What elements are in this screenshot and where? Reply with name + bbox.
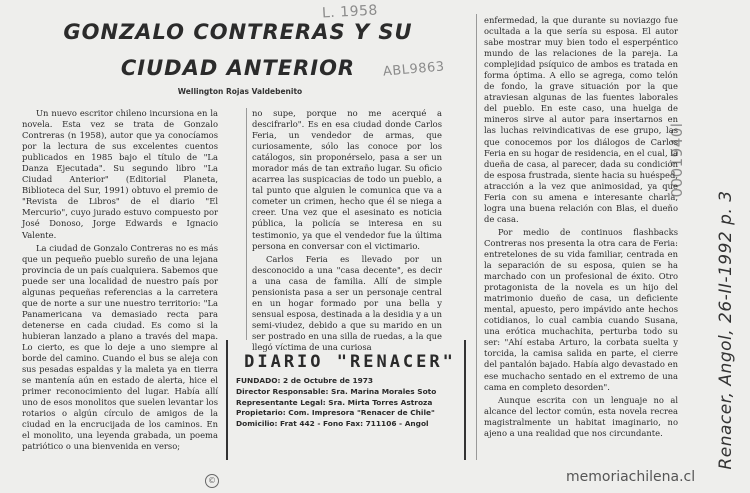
masthead-address: Domicilio: Frat 442 - Fono Fax: 711106 - Angol bbox=[236, 419, 429, 429]
article-column-1 bbox=[22, 108, 218, 468]
byline: Wellington Rojas Valdebenito bbox=[177, 87, 303, 96]
masthead-director: Director Responsable: Sra. Marina Morales Soto bbox=[236, 386, 437, 396]
article-column-3 bbox=[484, 15, 678, 485]
handwritten-date-note: Renacer, Angol, 26-II-1992 p. 3 bbox=[716, 190, 736, 470]
paragraph: no supe, porque no me acerqué a descifrarlo". Es en esa ciudad donde Carlos Feria, un vendedor de armas, que curiosamente, sólo las conoce por los catálogos, sin proponérselo, pasa a ser un morador más de tan extraño lugar. Su oficio acarrea las suspicacias de todo un pueblo, a tal punto que alguien le comunica que va a cometer un crimen, hecho que él se niega a creer. Una vez que el asesinato es noticia pública, la policía se interesa en su testimonio, ya que el vendedor fue la última persona en conversar con el victimario. bbox=[252, 108, 442, 251]
article-column-2 bbox=[252, 108, 442, 352]
headline-line-1: GONZALO CONTRERAS Y SU bbox=[63, 20, 413, 44]
masthead-details bbox=[236, 376, 464, 430]
masthead-title: DIARIO "RENACER" bbox=[244, 352, 456, 372]
masthead-owner: Propietario: Com. Impresora "Renacer de Chile" bbox=[236, 408, 435, 418]
handwritten-year-note: L. 1958 bbox=[321, 2, 379, 22]
paragraph: Por medio de continuos flashbacks Contreras nos presenta la otra cara de Feria: entretelones de su vida familiar, centrada en la separación de su esposa, quien se ha marchado con un profesional de éxito. Otro protagonista de la novela es un hijo del matrimonio dueño de casa, un deficiente mental, apuesto, pero impávido ante hechos cotidianos, lo cual cambia cuando Susana, una erótica muchachita, perturba todo su ser: "Ahí estaba Arturo, la corbata suelta y torcida, la camisa salida en parte, el cierre del pantalón bajado. Había algo devastado en ese muchacho sentado en el extremo de una cama en completo desorden". bbox=[484, 226, 678, 392]
paragraph: La ciudad de Gonzalo Contreras no es más que un pequeño pueblo sureño de una lejana provincia de un país cualquiera. Sabemos que puede ser una localidad de nuestro país por algunas pequeñas referencias a la carretera que de norte a sur une nuestro territorio: "La Panamericana va demasiado recta para detenerse en cada ciudad. Es como si la hubieran lanzado a plano a través del mapa. Lo cierto, es que lo deje a uno siempre al borde del camino. Cuando el bus se aleja con sus pesadas espaldas y la maleta ya en tierra se mantenía aún en estado de alerta, hice el primer reconocimiento del lugar. Había allí uno de esos monolitos que suelen levantar los rotarios o algún círculo de amigos de la ciudad en la encrucijada de los caminos. En el monolito, una leyenda grabada, un poema patriótico o una bienvenida en verso; bbox=[22, 242, 218, 452]
column-divider bbox=[476, 14, 477, 460]
paragraph: enfermedad, la que durante su noviazgo fue ocultada a la que sería su esposa. El autor sabe mostrar muy bien todo el esperpéntico mundo de las relaciones de la pareja. La complejidad psíquico de ambos es tratada en forma óptima. A ello se agrega, como telón de fondo, la grave situación por la que atraviesan algunas de las fuentes laborales del pueblo. En este caso, una huelga de mineros sirve al autor para insertarnos en las luchas reivindicativas de ese grupo, las que conocemos por los diálogos de Carlos Feria en su hogar de residencia, en el cual, la dueña de casa, al parecer, dada su condición de esposa frustrada, siente hacia su huésped, atracción a la vez que animosidad, ya que Feria con su amena e interesante charla, logra una buena relación con Blas, el dueño de casa. bbox=[484, 15, 678, 224]
masthead-founded: FUNDADO: 2 de Octubre de 1973 bbox=[236, 376, 374, 385]
paragraph: Carlos Feria es llevado por un desconocido a una "casa decente", es decir a una casa de familia. Allí de simple pensionista pasa a ser un personaje central en un hogar formado por una bella y sensual esposa, destinada a la desidia y a un semi-viudez, debido a que su marido en un ser postrado en una silla de ruedas, a la que llegó víctima de una curiosa bbox=[252, 253, 442, 352]
handwritten-code-note: ABL9863 bbox=[382, 59, 446, 80]
masthead-legal-rep: Representante Legal: Sra. Mirta Torres Astroza bbox=[236, 397, 433, 407]
masthead-box bbox=[226, 340, 466, 460]
paragraph: Aunque escrita con un lenguaje no al alcance del lector común, esta novela recrea magistralmente un habitat imaginario, no ajeno a una realidad que nos circundante. bbox=[484, 394, 678, 438]
column-divider bbox=[246, 108, 247, 340]
paragraph: Un nuevo escritor chileno incursiona en la novela. Esta vez se trata de Gonzalo Contreras (n 1958), autor que ya conocíamos por la lectura de sus excelentes cuentos publicados en 1985 bajo el título de "La Danza Ejecutada". Su segundo libro "La Ciudad Anterior" (Editorial Planeta, Biblioteca del Sur, 1991) obtuvo el premio de "Revista de Libros" de el diario "El Mercurio", cuyo jurado estuvo compuesto por José Donoso, Jorge Edwards e Ignacio Valente. bbox=[22, 108, 218, 240]
watermark: memoriachilena.cl bbox=[566, 469, 696, 485]
handwritten-catalog-note: 0001940l bbox=[668, 122, 686, 198]
headline-line-2: CIUDAD ANTERIOR bbox=[120, 56, 356, 80]
license-icon: © bbox=[205, 474, 219, 488]
